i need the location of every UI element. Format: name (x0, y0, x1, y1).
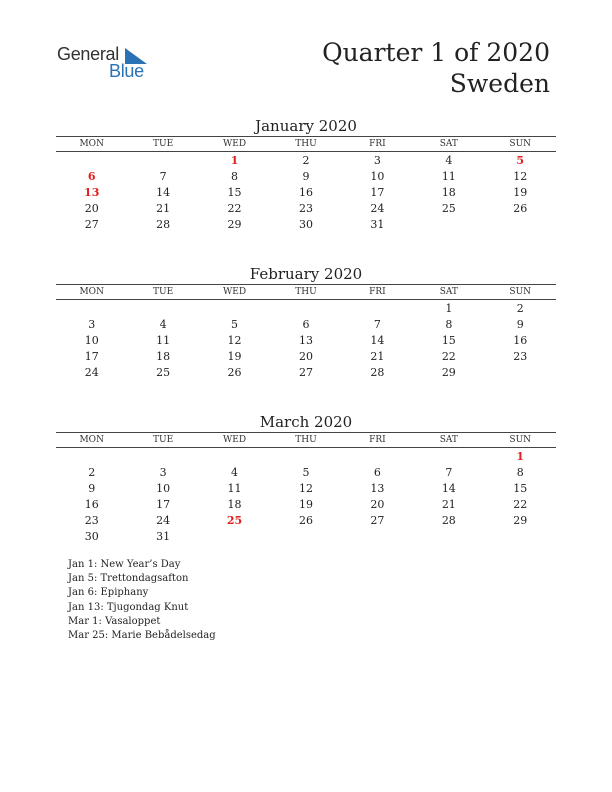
day-cell: 9 (88, 482, 96, 495)
day-cell: 28 (156, 218, 171, 231)
day-cell: 6 (302, 318, 310, 331)
day-cell: 9 (302, 170, 310, 183)
weekday-header-row (56, 284, 556, 300)
day-cell: 22 (513, 498, 528, 511)
week-row (56, 217, 556, 233)
empty-day-cell (56, 301, 127, 317)
day-cell: 21 (441, 498, 456, 511)
weekday-header: SUN (509, 287, 532, 297)
day-cell: 27 (370, 514, 385, 527)
weekday-header: FRI (369, 287, 386, 297)
day-cell: 7 (445, 466, 453, 479)
day-cell: 15 (441, 334, 456, 347)
day-cell: 23 (513, 350, 528, 363)
day-cell: 25 (441, 202, 456, 215)
weekday-header: FRI (369, 139, 386, 149)
day-cell: 29 (227, 218, 242, 231)
weekday-header-row (56, 136, 556, 152)
day-cell: 10 (370, 170, 385, 183)
week-row (56, 317, 556, 333)
day-cell: 26 (513, 202, 528, 215)
month-title: January 2020 (255, 117, 357, 135)
weekday-header: WED (223, 287, 247, 297)
day-cell: 5 (516, 154, 525, 167)
weekday-header: SAT (439, 139, 458, 149)
day-cell: 9 (516, 318, 524, 331)
day-cell: 17 (156, 498, 171, 511)
day-cell: 6 (373, 466, 381, 479)
day-cell: 21 (156, 202, 171, 215)
day-cell: 2 (302, 154, 310, 167)
empty-day-cell (485, 365, 556, 381)
week-row (56, 185, 556, 201)
day-cell: 10 (156, 482, 171, 495)
day-cell: 29 (513, 514, 528, 527)
month-calendar (56, 264, 556, 381)
day-cell: 10 (84, 334, 99, 347)
day-cell: 16 (84, 498, 99, 511)
holiday-item: Mar 25: Marie Bebådelsedag (68, 630, 216, 642)
week-row (56, 201, 556, 217)
week-row (56, 153, 556, 169)
day-cell: 15 (513, 482, 528, 495)
day-cell: 28 (441, 514, 456, 527)
week-row (56, 365, 556, 381)
month-calendar (56, 116, 556, 233)
holiday-item: Jan 1: New Year’s Day (68, 559, 181, 570)
week-row (56, 449, 556, 465)
day-cell: 13 (370, 482, 385, 495)
day-cell: 5 (302, 466, 310, 479)
day-cell: 4 (445, 154, 453, 167)
empty-day-cell (342, 449, 413, 465)
week-row (56, 497, 556, 513)
day-cell: 8 (516, 466, 524, 479)
day-cell: 8 (231, 170, 239, 183)
month-title: March 2020 (259, 413, 353, 431)
day-cell: 16 (298, 186, 313, 199)
empty-day-cell (485, 217, 556, 233)
empty-day-cell (199, 449, 270, 465)
day-cell: 17 (370, 186, 385, 199)
month-calendar (56, 412, 556, 545)
day-cell: 11 (441, 170, 456, 183)
holiday-item: Jan 6: Epiphany (68, 587, 149, 599)
day-cell: 1 (230, 154, 239, 167)
logo (57, 44, 167, 84)
day-cell: 24 (370, 202, 385, 215)
empty-day-cell (270, 301, 341, 317)
day-cell: 4 (159, 318, 167, 331)
day-cell: 12 (298, 482, 313, 495)
month-title: February 2020 (249, 265, 363, 283)
empty-day-cell (342, 529, 413, 545)
day-cell: 3 (373, 154, 381, 167)
day-cell: 31 (370, 218, 385, 231)
week-row (56, 301, 556, 317)
weekday-header: WED (223, 139, 247, 149)
weekday-header: SUN (509, 435, 532, 445)
day-cell: 25 (226, 514, 243, 527)
weekday-header: THU (295, 287, 317, 297)
weekday-header: THU (295, 139, 317, 149)
weekday-header: SAT (439, 287, 458, 297)
day-cell: 29 (441, 366, 456, 379)
empty-day-cell (199, 301, 270, 317)
day-cell: 16 (513, 334, 528, 347)
day-cell: 20 (370, 498, 385, 511)
day-cell: 28 (370, 366, 385, 379)
day-cell: 19 (513, 186, 528, 199)
empty-day-cell (270, 449, 341, 465)
weekday-header: SUN (509, 139, 532, 149)
holiday-item: Jan 5: Trettondagsafton (68, 573, 189, 585)
day-cell: 20 (84, 202, 99, 215)
day-cell: 7 (159, 170, 167, 183)
day-cell: 21 (370, 350, 385, 363)
day-cell: 13 (298, 334, 313, 347)
weekday-header: THU (295, 435, 317, 445)
day-cell: 26 (298, 514, 313, 527)
week-row (56, 465, 556, 481)
day-cell: 14 (441, 482, 456, 495)
day-cell: 18 (227, 498, 242, 511)
day-cell: 19 (227, 350, 242, 363)
day-cell: 31 (156, 530, 171, 543)
day-cell: 5 (231, 318, 239, 331)
empty-day-cell (485, 529, 556, 545)
day-cell: 25 (156, 366, 171, 379)
day-cell: 8 (445, 318, 453, 331)
day-cell: 20 (298, 350, 313, 363)
day-cell: 26 (227, 366, 242, 379)
day-cell: 24 (156, 514, 171, 527)
day-cell: 1 (445, 302, 453, 315)
weekday-header: WED (223, 435, 247, 445)
weekday-header: FRI (369, 435, 386, 445)
country-title: Sweden (449, 69, 550, 98)
day-cell: 2 (88, 466, 96, 479)
empty-day-cell (127, 301, 198, 317)
day-cell: 6 (87, 170, 96, 183)
weekday-header: MON (79, 287, 104, 297)
empty-day-cell (342, 301, 413, 317)
day-cell: 19 (298, 498, 313, 511)
empty-day-cell (413, 217, 484, 233)
weekday-header-row (56, 432, 556, 448)
week-row (56, 513, 556, 529)
day-cell: 3 (159, 466, 167, 479)
weekday-header: MON (79, 139, 104, 149)
holiday-item: Jan 13: Tjugondag Knut (68, 601, 189, 613)
day-cell: 12 (227, 334, 242, 347)
empty-day-cell (199, 529, 270, 545)
day-cell: 15 (227, 186, 242, 199)
day-cell: 18 (441, 186, 456, 199)
weekday-header: TUE (153, 435, 174, 445)
logo-text-general: General (57, 44, 119, 64)
logo-text-blue: Blue (109, 61, 144, 81)
week-row (56, 169, 556, 185)
day-cell: 3 (88, 318, 96, 331)
empty-day-cell (56, 153, 127, 169)
weekday-header: SAT (439, 435, 458, 445)
holiday-list (68, 558, 216, 643)
empty-day-cell (413, 449, 484, 465)
page-title: Quarter 1 of 2020 (322, 38, 550, 67)
week-row (56, 349, 556, 365)
week-row (56, 481, 556, 497)
empty-day-cell (56, 449, 127, 465)
week-row (56, 529, 556, 545)
day-cell: 13 (84, 186, 100, 199)
day-cell: 22 (441, 350, 456, 363)
weekday-header: TUE (153, 287, 174, 297)
empty-day-cell (413, 529, 484, 545)
day-cell: 17 (84, 350, 99, 363)
day-cell: 30 (298, 218, 313, 231)
weekday-header: MON (79, 435, 104, 445)
day-cell: 7 (373, 318, 381, 331)
day-cell: 24 (84, 366, 99, 379)
day-cell: 14 (156, 186, 171, 199)
holiday-item: Mar 1: Vasaloppet (68, 615, 161, 627)
day-cell: 18 (156, 350, 171, 363)
day-cell: 14 (370, 334, 385, 347)
day-cell: 2 (516, 302, 524, 315)
day-cell: 27 (298, 366, 313, 379)
day-cell: 23 (84, 514, 99, 527)
day-cell: 11 (227, 482, 242, 495)
week-row (56, 333, 556, 349)
empty-day-cell (127, 153, 198, 169)
day-cell: 12 (513, 170, 528, 183)
weekday-header: TUE (153, 139, 174, 149)
day-cell: 1 (516, 450, 525, 463)
day-cell: 4 (231, 466, 239, 479)
day-cell: 22 (227, 202, 242, 215)
day-cell: 23 (298, 202, 313, 215)
day-cell: 27 (84, 218, 99, 231)
empty-day-cell (270, 529, 341, 545)
day-cell: 30 (84, 530, 99, 543)
empty-day-cell (127, 449, 198, 465)
day-cell: 11 (156, 334, 171, 347)
